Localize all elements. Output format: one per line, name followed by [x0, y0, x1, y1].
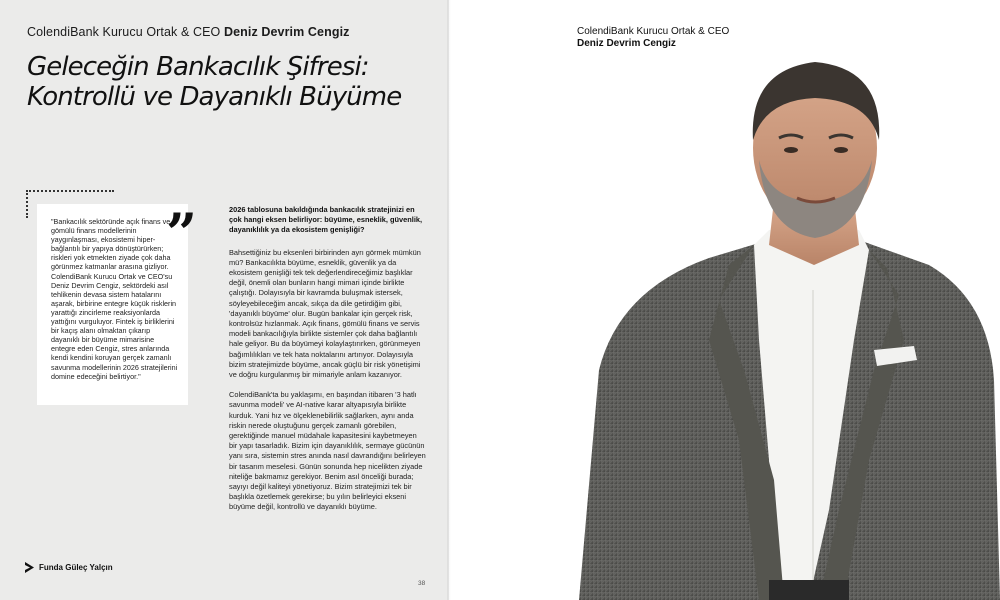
interview-question: 2026 tablosuna bakıldığında bankacılık stratejinizi en çok hangi eksen belirliyor: büyüme, esneklik, güvenlik, dayanıklılık ya da ekosistem genişliği? [229, 205, 423, 235]
caption-name: Deniz Devrim Cengiz [577, 38, 676, 49]
page-number: 38 [418, 580, 426, 587]
quote-mark-icon: ” [166, 201, 192, 265]
page-gutter [447, 0, 451, 600]
title-line-1: Geleceğin Bankacılık Şifresi: [27, 52, 369, 82]
title-line-2: Kontrollü ve Dayanıklı Büyüme [27, 82, 402, 112]
author-name: Funda Güleç Yalçın [39, 563, 113, 572]
byline-name: Deniz Devrim Cengiz [223, 25, 350, 39]
byline-role: ColendiBank Kurucu Ortak & CEO [27, 25, 221, 39]
author-logo-icon [25, 562, 34, 573]
byline [27, 25, 350, 39]
dotted-frame-top [26, 190, 114, 192]
article-title [27, 52, 437, 112]
body-paragraph-2: ColendiBank'ta bu yaklaşımı, en başından itibaren '3 hatlı savunma modeli' ve AI-native karar altyapısıyla birlikte kurduk. Yani hız ve ölçeklenebilirlik sağlarken, aynı anda riskin nerede oluştuğunu gerçek zamanlı görebilen, gerektiğinde manuel müdahale kapasitesini kaybetmeyen bir yapı tasarladık. Bizim için dayanıklılık, sermaye gücünün yanı sıra, sistemin stres anında nasıl davrandığını belirleyen bir tasarım meselesi. Günün sonunda hep nicelikten ziyade niteliğe bakmamız gerekiyor. Benim asıl önceliği burada; sayıyı değil kaliteyi yönetiyoruz. Bizim stratejimizi tek bir başlıkla özetlemek gerekirse; bu yılın belirleyici ekseni büyüme değil, kontrollü ve dayanıklı büyüme. [229, 390, 426, 512]
body-paragraph-1: Bahsettiğiniz bu eksenleri birbirinden ayrı görmek mümkün mü? Bankacılıkta büyüme, esneklik, güvenlik ya da ekosistem genişliği tek tek değerlendireceğimiz başlıklar değil, önemli olan bunların hangi mimari içinde birlikte çalıştığı. Dolayısıyla bir kavramda buluşmak istersek, söyleyebileceğim ancak, sıkça da dile getirdiğim gibi, 'dayanıklı büyüme' olur. Bugün bankalar için gerçek risk, kontrolsüz hızlanmak. Açık finans, gömülü finans ve servis modeli bankacılığıyla birlikte sistemler çok daha bağlantılı hale geliyor. Bu da büyümeyi kolaylaştırırken, görünmeyen bağımlılıkları ve tek hata noktalarını artırıyor. Dolayısıyla bizim stratejimizde büyüme, ancak güçlü bir risk yönetişimi ve doğru kurgulanmış bir mimariyle anlam kazanıyor. [229, 247, 421, 380]
pull-quote-text: "Bankacılık sektöründe açık finans ve gömülü finans modellerinin yaygınlaşması, ekosistemi hiper-bağlantılı bir yapıya dönüştürürken; riskleri yok etmekten ziyade çok daha görünmez katmanlar arasına gizliyor. ColendiBank Kurucu Ortak ve CEO'su Deniz Devrim Cengiz, sektördeki asıl tehlikenin devasa sistem hatalarını aşarak, birbirine entegre küçük risklerin yarattığı zincirleme reaksiyonlarda yattığını vurguluyor. Fintek iş birliklerini bir kaçış alanı olmaktan çıkarıp dayanıklı bir büyüme mimarisine entegre eden Cengiz, stres anlarında kendi kendini koruyan gerçek zamanlı savunma modellerinin 2026 stratejilerini domine edeceğini belirtiyor." [51, 217, 178, 381]
caption-role: ColendiBank Kurucu Ortak & CEO [577, 26, 730, 37]
dotted-frame-left [26, 190, 28, 218]
footer-author [25, 562, 113, 573]
portrait-photo [569, 40, 1000, 600]
article-body [229, 205, 427, 523]
right-page [449, 0, 1000, 600]
left-page [0, 0, 449, 600]
